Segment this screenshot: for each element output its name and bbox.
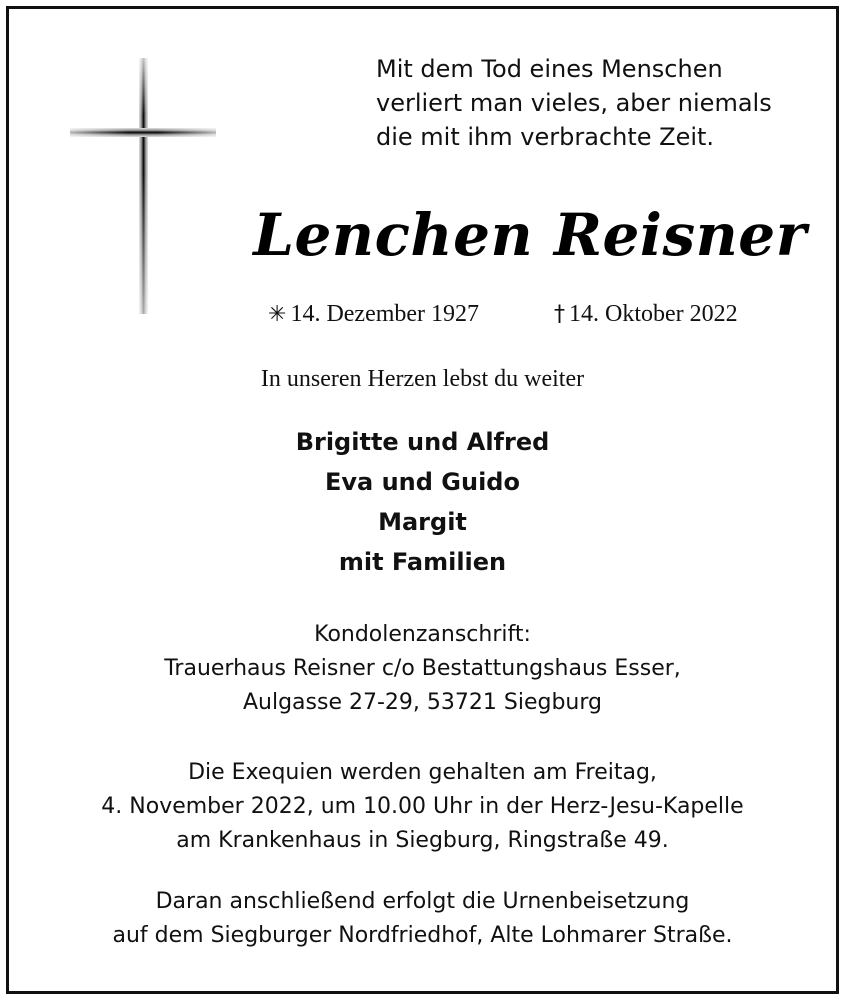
quote-line: verliert man vieles, aber niemals — [376, 89, 772, 117]
burial-info — [0, 885, 845, 953]
service-info — [0, 756, 845, 858]
service-line: am Krankenhaus in Siegburg, Ringstraße 49. — [176, 828, 669, 853]
condolence-line: Kondolenzanschrift: — [314, 622, 531, 647]
death-date-line — [554, 298, 738, 331]
service-line: Die Exequien werden gehalten am Freitag, — [188, 760, 657, 785]
quote-line: die mit ihm verbrachte Zeit. — [376, 123, 715, 151]
cross-horizontal-beam — [70, 128, 216, 137]
deceased-name: Lenchen Reisner — [253, 201, 807, 269]
birth-star-icon: ✳ — [268, 302, 287, 327]
burial-line: Daran anschließend erfolgt die Urnenbeisetzung — [155, 889, 690, 914]
mourner: Brigitte und Alfred — [295, 428, 550, 456]
birth-date: 14. Dezember 1927 — [290, 301, 480, 327]
death-date: 14. Oktober 2022 — [569, 301, 738, 327]
condolence-line: Aulgasse 27-29, 53721 Siegburg — [242, 690, 602, 715]
motto: In unseren Herzen lebst du weiter — [260, 366, 585, 392]
mourner: mit Familien — [338, 548, 507, 576]
death-cross-icon: † — [554, 302, 565, 327]
service-line: 4. November 2022, um 10.00 Uhr in der Herz-Jesu-Kapelle — [101, 794, 744, 819]
mourner: Margit — [378, 508, 467, 536]
cross-vertical-beam — [139, 58, 148, 314]
condolence-address — [0, 618, 845, 720]
burial-line: auf dem Siegburger Nordfriedhof, Alte Lohmarer Straße. — [112, 923, 733, 948]
condolence-line: Trauerhaus Reisner c/o Bestattungshaus Esser, — [164, 656, 681, 681]
mourner: Eva und Guido — [325, 468, 520, 496]
quote-line: Mit dem Tod eines Menschen — [376, 55, 723, 83]
birth-date-line — [268, 298, 479, 331]
mourners-list — [0, 422, 845, 582]
quote — [376, 52, 772, 154]
